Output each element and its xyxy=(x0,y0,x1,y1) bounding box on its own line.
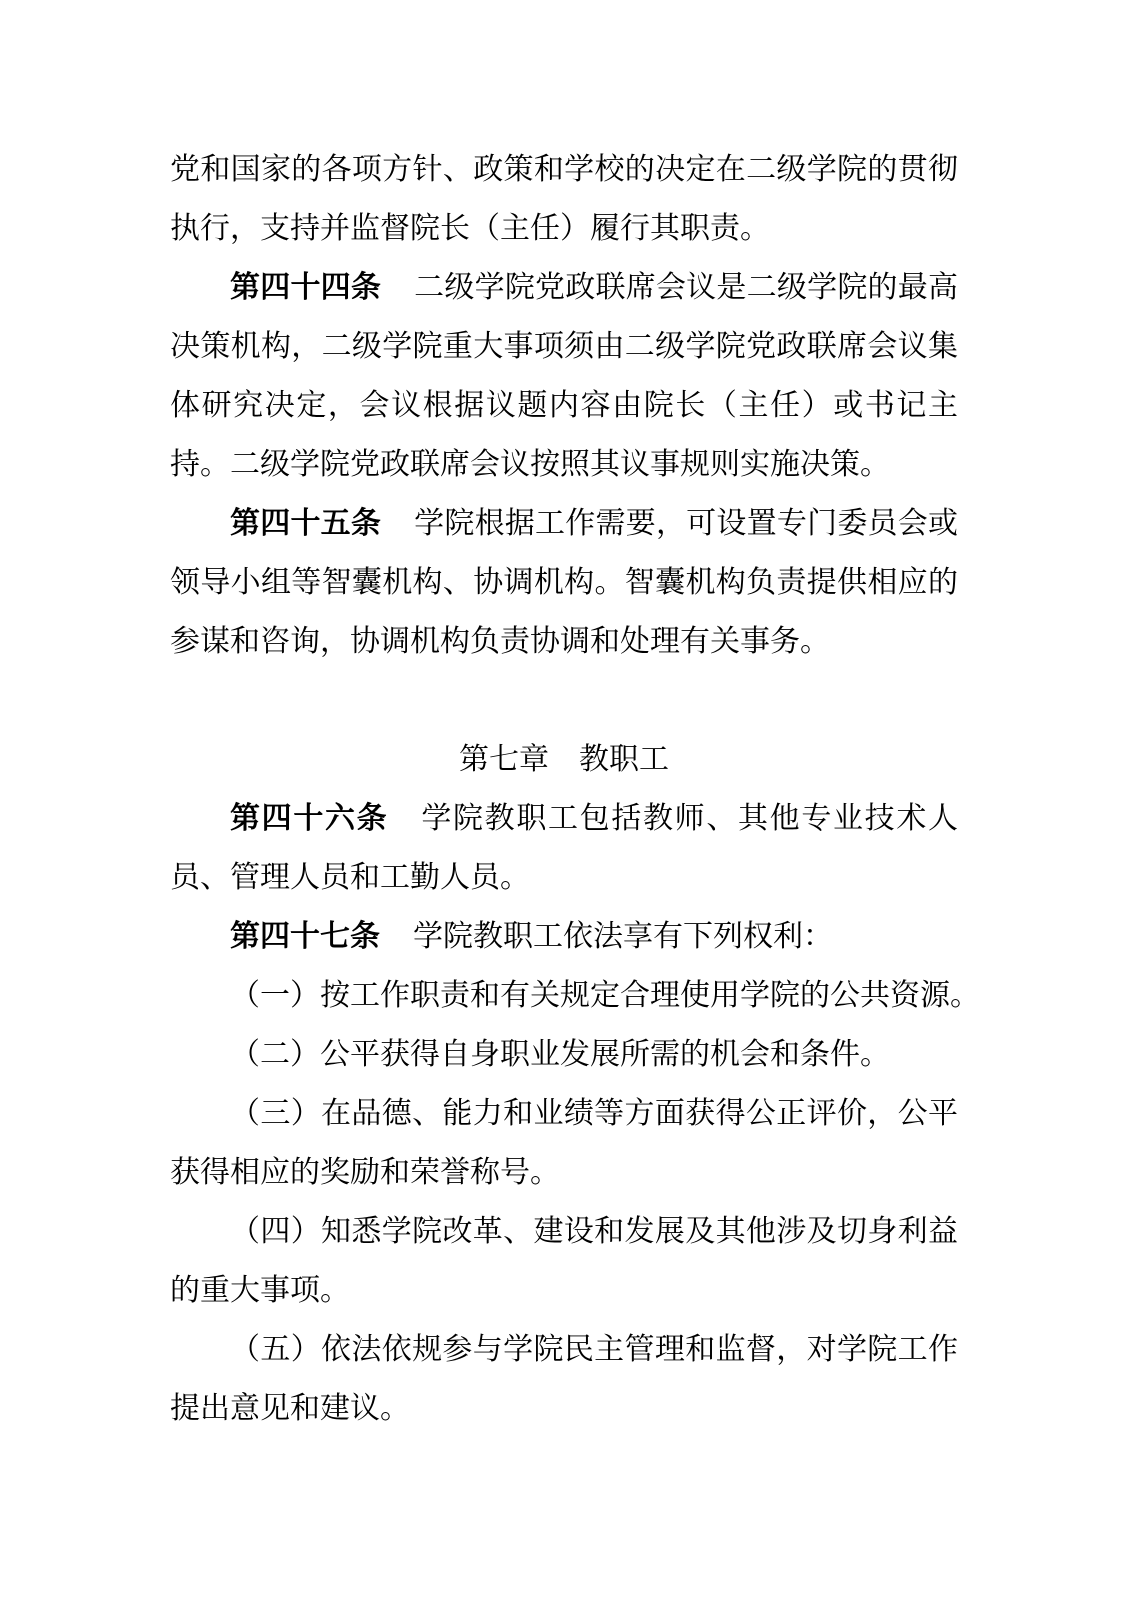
paragraph-text: 学院根据工作需要，可设置专门委员会或领导小组等智囊机构、协调机构。智囊机构负责提供相应的参谋和咨询，协调机构负责协调和处理有关事务。 xyxy=(170,507,959,658)
article-number: 第四十六条 xyxy=(230,802,389,835)
paragraph-text: （五）依法依规参与学院民主管理和监督，对学院工作提出意见和建议。 xyxy=(170,1333,958,1425)
article-paragraph xyxy=(170,258,958,494)
list-item xyxy=(170,1320,958,1438)
paragraph-text: 学院教职工依法享有下列权利： xyxy=(413,920,833,953)
list-item xyxy=(170,1202,958,1320)
list-item xyxy=(170,1084,958,1202)
body-paragraph xyxy=(170,140,958,258)
article-number: 第四十五条 xyxy=(230,507,382,540)
paragraph-text: 二级学院党政联席会议是二级学院的最高决策机构，二级学院重大事项须由二级学院党政联席会议集体研究决定，会议根据议题内容由院长（主任）或书记主持。二级学院党政联席会议按照其议事规则实施决策。 xyxy=(170,271,959,481)
list-item xyxy=(170,966,980,1025)
paragraph-text: （三）在品德、能力和业绩等方面获得公正评价，公平获得相应的奖励和荣誉称号。 xyxy=(170,1097,958,1189)
paragraph-text: 学院教职工包括教师、其他专业技术人员、管理人员和工勤人员。 xyxy=(170,802,959,894)
document-content xyxy=(170,140,980,1438)
paragraph-text: （一）按工作职责和有关规定合理使用学院的公共资源。 xyxy=(230,979,980,1012)
article-paragraph xyxy=(170,494,958,671)
paragraph-text: 党和国家的各项方针、政策和学校的决定在二级学院的贯彻执行，支持并监督院长（主任）履行其职责。 xyxy=(170,153,958,245)
list-item xyxy=(170,1025,958,1084)
article-paragraph xyxy=(170,907,958,966)
article-number: 第四十四条 xyxy=(230,271,382,304)
article-paragraph xyxy=(170,789,958,907)
paragraph-text: （四）知悉学院改革、建设和发展及其他涉及切身利益的重大事项。 xyxy=(170,1215,958,1307)
paragraph-text: 第七章 教职工 xyxy=(459,743,669,776)
chapter-heading xyxy=(170,730,958,789)
paragraph-text: （二）公平获得自身职业发展所需的机会和条件。 xyxy=(230,1038,890,1071)
article-number: 第四十七条 xyxy=(230,920,380,953)
